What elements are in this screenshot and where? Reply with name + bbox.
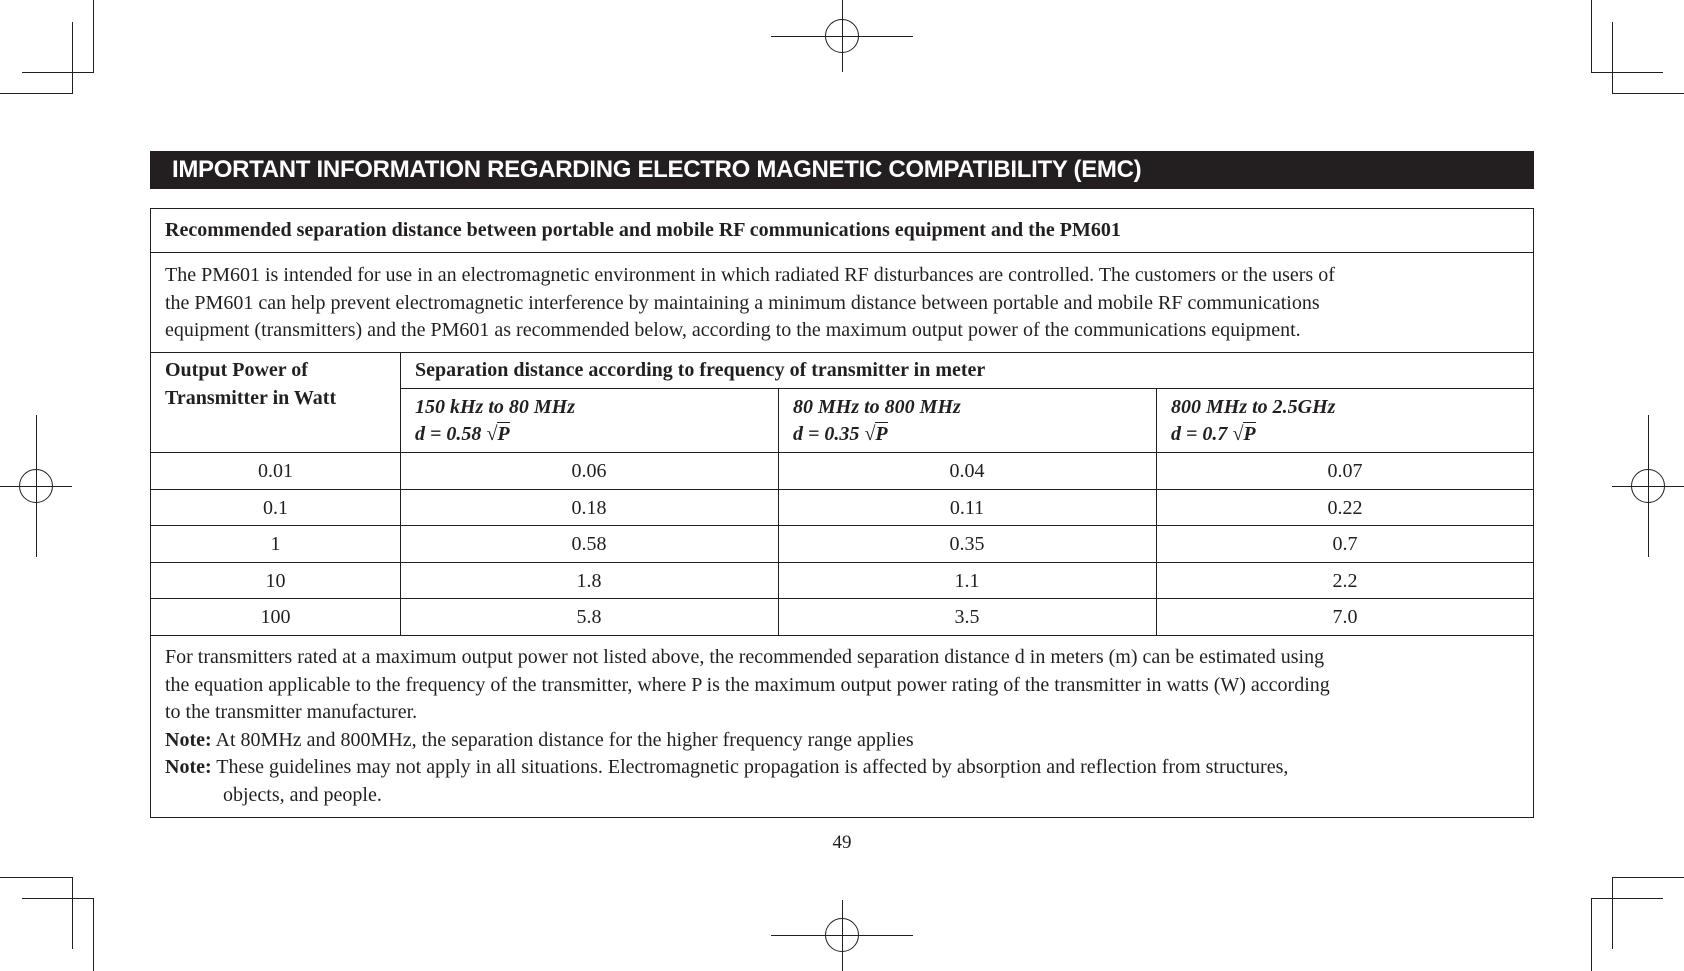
band-range: 800 MHz to 2.5GHz <box>1171 396 1336 418</box>
footer-line: to the transmitter manufacturer. <box>165 701 418 723</box>
note <box>165 727 914 755</box>
table-title: Recommended separation distance between portable and mobile RF communications equipment and the PM601 <box>165 219 1121 241</box>
band-formula: d = 0.7 √P <box>1171 423 1256 445</box>
note-label: Note: <box>165 756 212 778</box>
intro-line: equipment (transmitters) and the PM601 as recommended below, according to the maximum output power of the communications equipment. <box>165 319 1301 341</box>
emc-table: Recommended separation distance between portable and mobile RF communications equipment and the PM601 The PM601 is intended for use in an electromagnetic environment in which radiated RF disturbances are controlled. The customers or the users of the PM601 can help prevent electromagnetic interference by maintaining a minimum distance between portable and mobile RF communications equipment (transmitters) and the PM601 as recommended below, according to the maximum output power of the communications equipment. Output Power of Transmitter in Watt Separation distance according to frequency of transmitter in meter 150 kHz to 80 MHz d = 0.58 √P 80 MHz to 800 MHz d = 0.35 √P 800 MHz to 2.5GHz d = 0.7 √P 0.01 0.06 0.04 0.07 0.1 0.18 0.11 0.22 1 0.58 0.35 0.7 10 1.8 1.1 2.2 100 5.8 3.5 7.0 For transmitters rated at a maximum output power not listed above, the recommended separation distance d in meters (m) can be estimated using the equation applicable to the frequency of the transmitter, where P is the maximum output power rating of the transmitter in watts (W) according to the transmitter manufacturer. Note: At 80MHz and 800MHz, the separation distance for the higher frequency range applies Note: These guidelines may not apply in all situations. Electromagnetic propagation is affected by absorption and reflection from structures, objects, and people. <box>150 208 1534 818</box>
note-text: At 80MHz and 800MHz, the separation distance for the higher frequency range applies <box>215 728 914 751</box>
note-text: These guidelines may not apply in all situations. Electromagnetic propagation is affected by absorption and reflection from structures, <box>216 756 1289 778</box>
band-formula: d = 0.58 √P <box>415 423 510 445</box>
section-banner: IMPORTANT INFORMATION REGARDING ELECTRO MAGNETIC COMPATIBILITY (EMC) <box>150 151 1534 189</box>
output-power-header: Transmitter in Watt <box>165 386 337 409</box>
footer-line: the equation applicable to the frequency of the transmitter, where P is the maximum output power rating of the transmitter in watts (W) according <box>165 673 1330 696</box>
note-label: Note: <box>165 728 212 751</box>
note <box>165 754 1288 782</box>
band-range: 150 kHz to 80 MHz <box>415 396 576 418</box>
output-power-header: Output Power of <box>165 359 308 381</box>
band-formula: d = 0.35 √P <box>793 423 888 445</box>
note-text: objects, and people. <box>223 783 382 806</box>
page-number: 49 <box>832 832 852 853</box>
band-range: 80 MHz to 800 MHz <box>793 396 961 418</box>
intro-line: the PM601 can help prevent electromagnetic interference by maintaining a minimum distance between portable and mobile RF communications <box>165 291 1320 314</box>
footer-line: For transmitters rated at a maximum output power not listed above, the recommended separation distance d in meters (m) can be estimated using <box>165 646 1325 668</box>
intro-line: The PM601 is intended for use in an electromagnetic environment in which radiated RF disturbances are controlled. The customers or the users of <box>165 264 1335 286</box>
separation-header: Separation distance according to frequency of transmitter in meter <box>415 359 986 381</box>
